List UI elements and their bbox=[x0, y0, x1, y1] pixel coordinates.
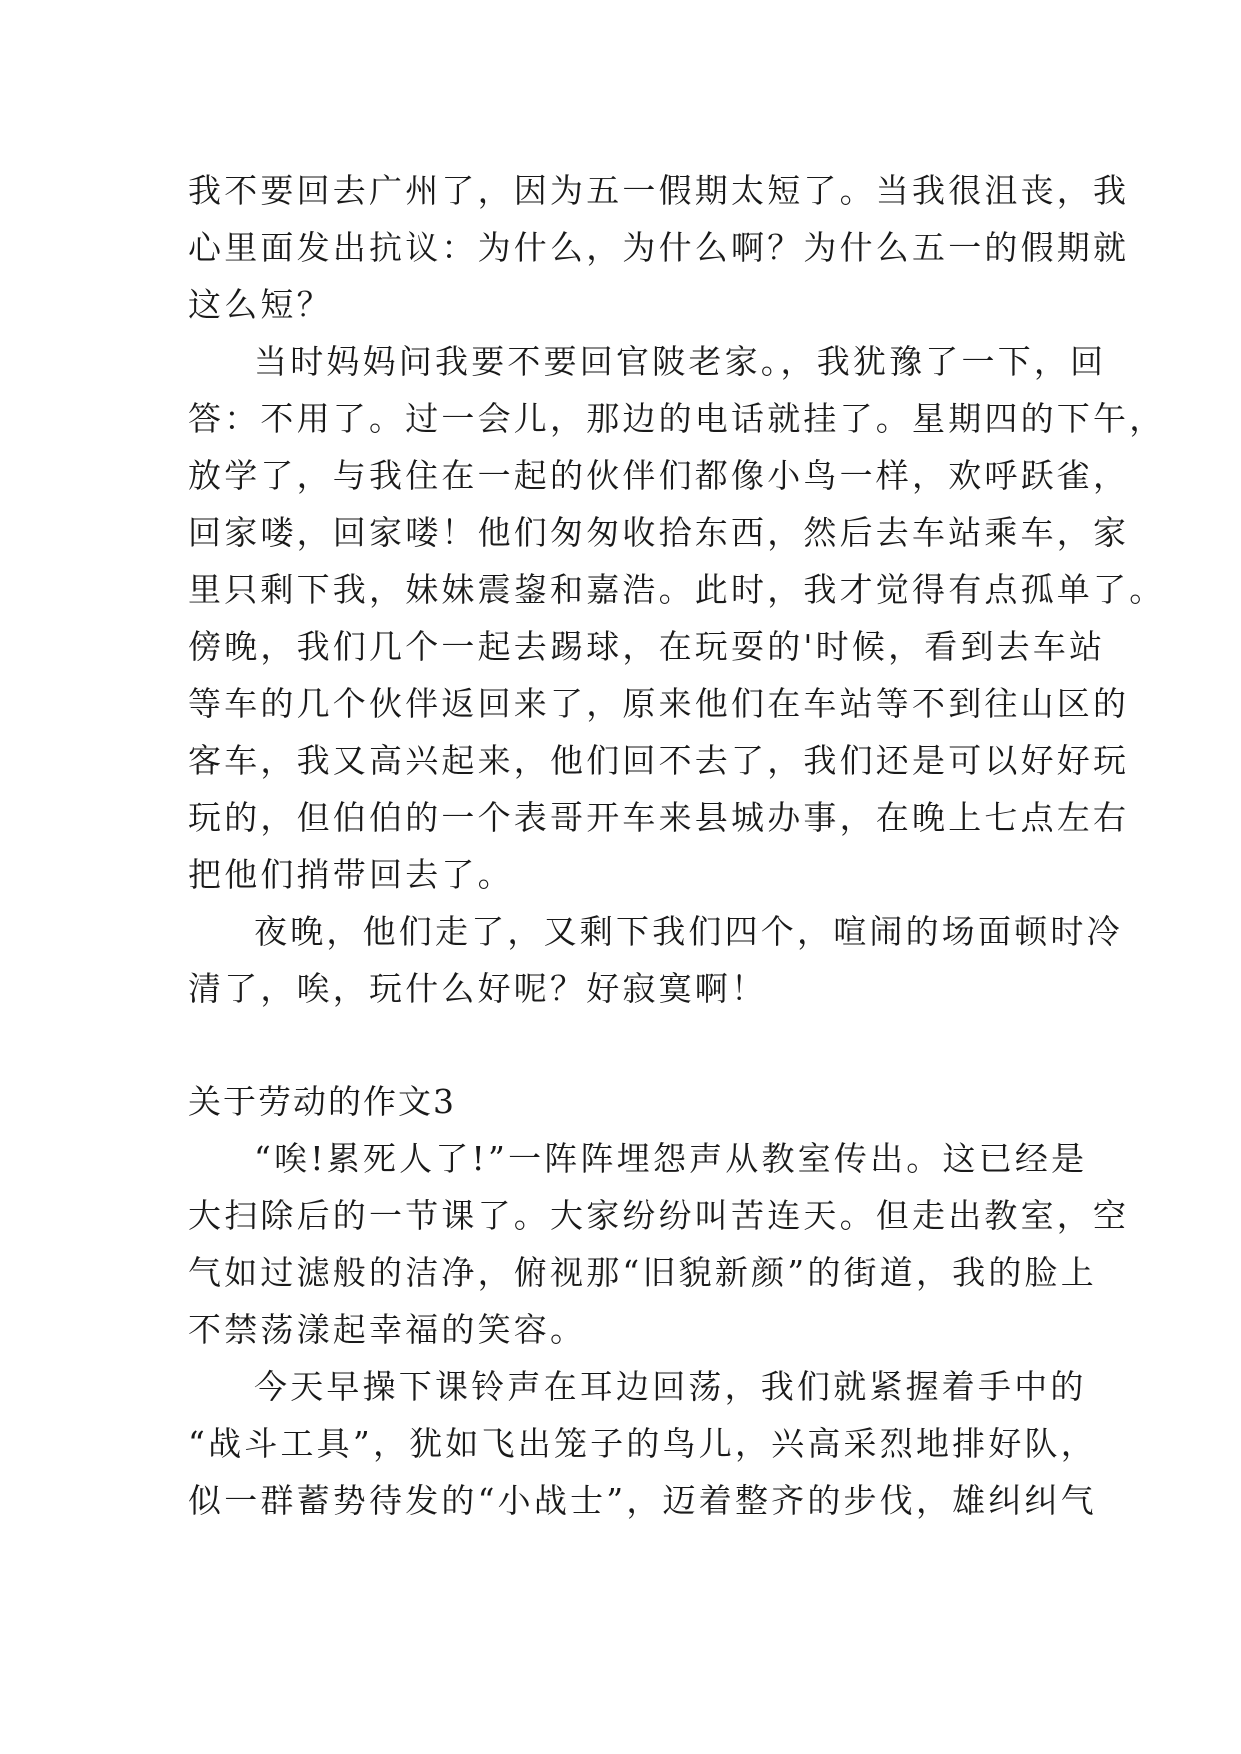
paragraph-4 bbox=[188, 1130, 1130, 1358]
paragraph-2 bbox=[188, 333, 1166, 903]
text-line: 似一群蓄势待发的“小战士”，迈着整齐的步伐，雄纠纠气 bbox=[188, 1481, 1097, 1520]
text-line: 清了，唉，玩什么好呢？好寂寞啊！ bbox=[188, 969, 768, 1008]
paragraph-3 bbox=[188, 903, 1123, 1017]
text-line: 放学了，与我住在一起的伙伴们都像小鸟一样，欢呼跃雀， bbox=[188, 456, 1130, 495]
text-line: 大扫除后的一节课了。大家纷纷叫苦连天。但走出教室，空 bbox=[188, 1196, 1130, 1235]
document-body bbox=[188, 162, 1166, 1529]
text-line: 回家喽，回家喽！他们匆匆收拾东西，然后去车站乘车，家 bbox=[188, 513, 1130, 552]
text-line: 当时妈妈问我要不要回官陂老家。，我犹豫了一下，回 bbox=[254, 342, 1107, 381]
text-line: 气如过滤般的洁净，俯视那“旧貌新颜”的街道，我的脸上 bbox=[188, 1253, 1097, 1292]
text-line: “战斗工具”，犹如飞出笼子的鸟儿，兴高采烈地排好队， bbox=[188, 1424, 1097, 1463]
text-line: 傍晚，我们几个一起去踢球，在玩耍的'时候，看到去车站 bbox=[188, 627, 1106, 666]
text-line: 不禁荡漾起幸福的笑容。 bbox=[188, 1310, 587, 1349]
text-line: 玩的，但伯伯的一个表哥开车来县城办事，在晚上七点左右 bbox=[188, 798, 1130, 837]
text-line: “唉!累死人了!”一阵阵埋怨声从教室传出。这已经是 bbox=[254, 1139, 1088, 1178]
text-line: 客车，我又高兴起来，他们回不去了，我们还是可以好好玩 bbox=[188, 741, 1130, 780]
paragraph-1 bbox=[188, 162, 1130, 333]
section-heading: 关于劳动的作文3 bbox=[188, 1082, 456, 1121]
text-line: 这么短？ bbox=[188, 285, 333, 324]
section-gap bbox=[188, 1017, 1058, 1073]
text-line: 等车的几个伙伴返回来了，原来他们在车站等不到往山区的 bbox=[188, 684, 1130, 723]
text-line: 答：不用了。过一会儿，那边的电话就挂了。星期四的下午， bbox=[188, 399, 1166, 438]
paragraph-5 bbox=[188, 1358, 1097, 1529]
text-line: 我不要回去广州了，因为五一假期太短了。当我很沮丧，我 bbox=[188, 171, 1130, 210]
text-line: 心里面发出抗议：为什么，为什么啊？为什么五一的假期就 bbox=[188, 228, 1130, 267]
text-line: 今天早操下课铃声在耳边回荡，我们就紧握着手中的 bbox=[254, 1367, 1087, 1406]
text-line: 夜晚，他们走了，又剩下我们四个，喧闹的场面顿时冷 bbox=[254, 912, 1123, 951]
text-line: 里只剩下我，妹妹震鋆和嘉浩。此时，我才觉得有点孤单了。 bbox=[188, 570, 1166, 609]
text-line: 把他们捎带回去了。 bbox=[188, 855, 514, 894]
